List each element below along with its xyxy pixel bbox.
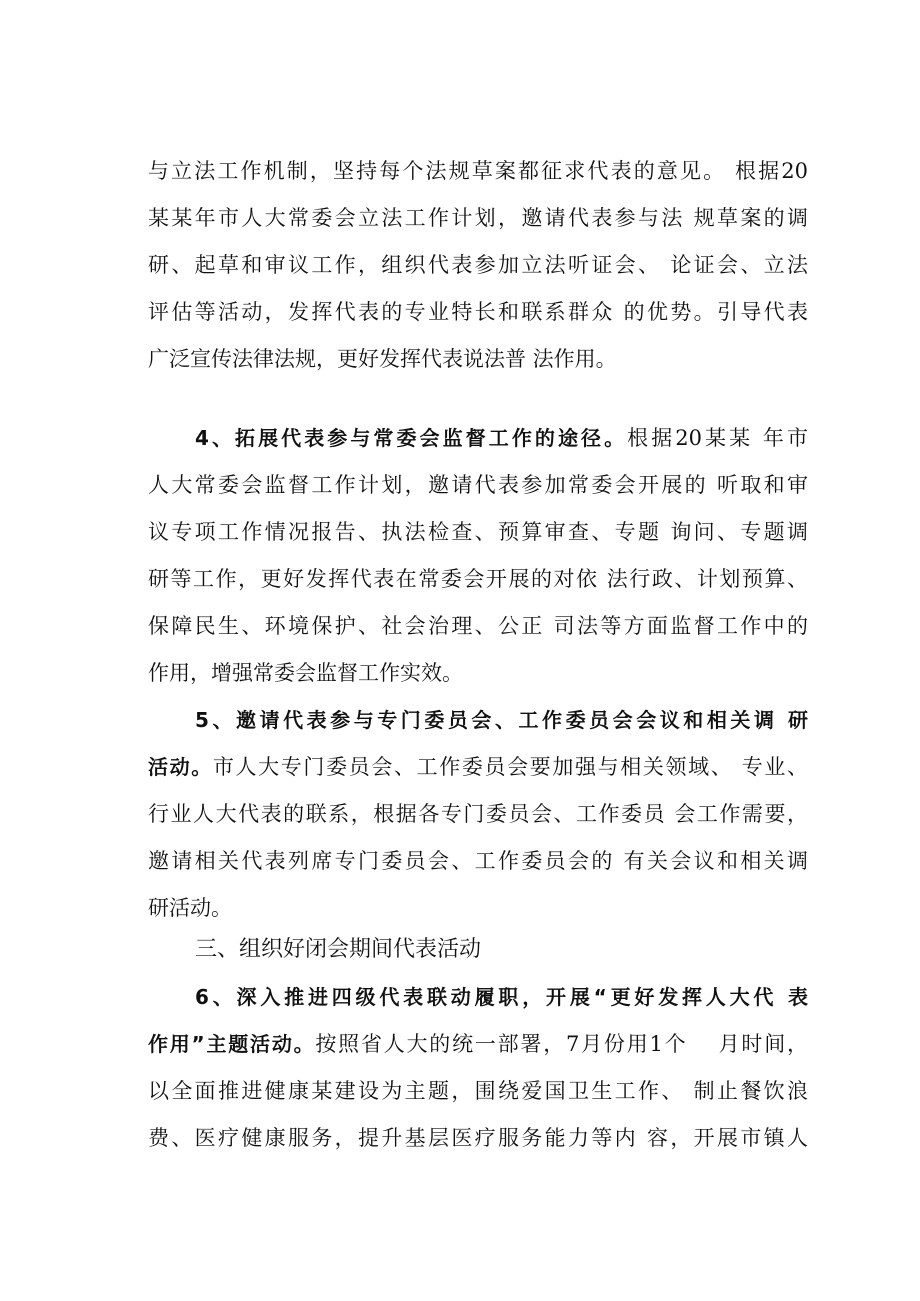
paragraph-4-line-1 — [195, 423, 808, 453]
paragraph-5-line-2-text: 市人大专门委员会、工作委员会要加强与相关领域、 专业、 — [212, 755, 808, 779]
paragraph-5-line-5: 研活动。 — [148, 896, 232, 920]
paragraph-4-line-5: 保障民生、环境保护、社会治理、公正 司法等方面监督工作中的 — [148, 614, 808, 638]
paragraph-6-heading-line-1: 6、深入推进四级代表联动履职，开展“更好发挥人大代 表 — [195, 985, 808, 1009]
paragraph-6-line-4: 费、医疗健康服务，提升基层医疗服务能力等内 容，开展市镇人 — [148, 1126, 808, 1150]
paragraph-6-line-3: 以全面推进健康某建设为主题，围绕爱国卫生工作、 制止餐饮浪 — [148, 1079, 808, 1103]
paragraph-1-line-1: 与立法工作机制，坚持每个法规草案都征求代表的意见。 根据20 — [148, 159, 808, 183]
paragraph-1-line-5: 广泛宣传法律法规，更好发挥代表说法普 法作用。 — [148, 347, 617, 371]
paragraph-5-heading-line-1: 5、邀请代表参与专门委员会、工作委员会会议和相关调 研 — [195, 708, 808, 732]
paragraph-6-heading-line-2: 作用”主题活动。 — [148, 1032, 316, 1056]
paragraph-1-line-4: 评估等活动，发挥代表的专业特长和联系群众 的优势。引导代表 — [148, 300, 808, 324]
paragraph-4-line-1-text: 根据20某某 年市 — [627, 426, 808, 450]
paragraph-5-line-2 — [148, 752, 808, 782]
paragraph-6-line-2 — [148, 1029, 808, 1059]
paragraph-1-line-3: 研、起草和审议工作，组织代表参加立法听证会、 论证会、立法 — [148, 253, 808, 277]
paragraph-5-line-4: 邀请相关代表列席专门委员会、工作委员会的 有关会议和相关调 — [148, 849, 808, 873]
paragraph-4-heading: 4、拓展代表参与常委会监督工作的途径。 — [195, 426, 628, 450]
paragraph-5-heading-line-2: 活动。 — [148, 755, 213, 779]
paragraph-4-line-3: 议专项工作情况报告、执法检查、预算审查、专题 询问、专题调 — [148, 520, 808, 544]
paragraph-4-line-2: 人大常委会监督工作计划，邀请代表参加常委会开展的 听取和审 — [148, 473, 808, 497]
section-3-title: 三、组织好闭会期间代表活动 — [195, 937, 482, 962]
paragraph-5-line-3: 行业人大代表的联系，根据各专门委员会、工作委员 会工作需要， — [148, 802, 808, 826]
paragraph-6-line-2-text: 按照省人大的统一部署，7月份用1个 月时间， — [315, 1032, 808, 1056]
paragraph-1-line-2: 某某年市人大常委会立法工作计划，邀请代表参与法 规草案的调 — [148, 206, 808, 230]
paragraph-4-line-4: 研等工作，更好发挥代表在常委会开展的对依 法行政、计划预算、 — [148, 567, 808, 591]
paragraph-4-line-6: 作用，增强常委会监督工作实效。 — [148, 661, 463, 685]
